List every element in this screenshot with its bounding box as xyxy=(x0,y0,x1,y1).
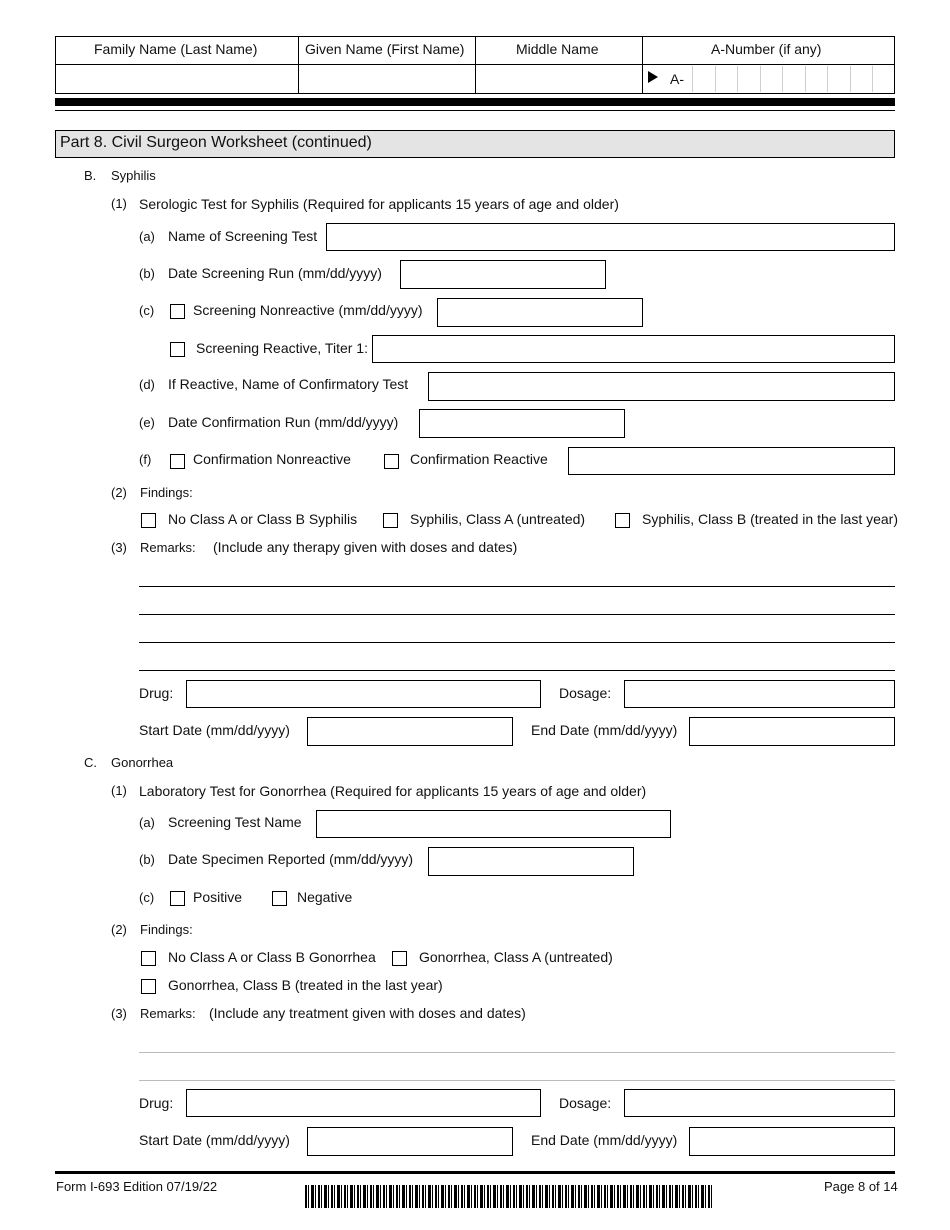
syphilis-class-b-label: Syphilis, Class B (treated in the last year) xyxy=(642,511,898,527)
screening-reactive-checkbox[interactable] xyxy=(170,342,185,357)
gonorrhea-class-b-label: Gonorrhea, Class B (treated in the last year) xyxy=(168,977,443,993)
syphilis-class-a-label: Syphilis, Class A (untreated) xyxy=(410,511,586,527)
gonorrhea-end-date-input[interactable] xyxy=(689,1127,895,1156)
syphilis-f-label: (f) xyxy=(139,452,152,467)
syphilis-start-date-input[interactable] xyxy=(307,717,513,746)
date-screening-run-input[interactable] xyxy=(400,260,606,289)
syphilis-a-label: (a) xyxy=(139,229,155,244)
syphilis-class-a-checkbox[interactable] xyxy=(383,513,398,528)
gonorrhea-q3-num: (3) xyxy=(111,1006,127,1021)
confirmation-nonreactive-checkbox[interactable] xyxy=(170,454,185,469)
syphilis-findings-label: Findings: xyxy=(140,485,193,500)
family-name-field[interactable] xyxy=(56,65,297,92)
gonorrhea-positive-label: Positive xyxy=(193,889,243,905)
a-number-cell xyxy=(782,66,783,92)
confirmation-reactive-label: Confirmation Reactive xyxy=(410,451,548,467)
a-number-cell xyxy=(805,66,806,92)
gonorrhea-screening-test-label: Screening Test Name xyxy=(168,814,302,830)
syphilis-class-b-checkbox[interactable] xyxy=(615,513,630,528)
gonorrhea-no-class-checkbox[interactable] xyxy=(141,951,156,966)
gonorrhea-letter: C. xyxy=(84,755,97,770)
gonorrhea-remarks-line[interactable] xyxy=(139,1052,895,1053)
syphilis-drug-label: Drug: xyxy=(139,685,174,701)
gonorrhea-end-date-label: End Date (mm/dd/yyyy) xyxy=(531,1132,678,1148)
a-number-cell xyxy=(737,66,738,92)
syphilis-q1-num: (1) xyxy=(111,196,127,211)
a-number-cell xyxy=(760,66,761,92)
gonorrhea-positive-checkbox[interactable] xyxy=(170,891,185,906)
gonorrhea-remarks-label: Remarks: xyxy=(140,1006,196,1021)
gonorrhea-a-label: (a) xyxy=(139,815,155,830)
gonorrhea-q1-num: (1) xyxy=(111,783,127,798)
gonorrhea-class-a-label: Gonorrhea, Class A (untreated) xyxy=(419,949,613,965)
a-number-cell xyxy=(850,66,851,92)
middle-name-field[interactable] xyxy=(476,65,641,92)
syphilis-letter: B. xyxy=(84,168,97,183)
confirmatory-test-label: If Reactive, Name of Confirmatory Test xyxy=(168,376,409,392)
syphilis-title: Syphilis xyxy=(111,168,156,183)
gonorrhea-remarks-line[interactable] xyxy=(139,1080,895,1081)
syphilis-end-date-label: End Date (mm/dd/yyyy) xyxy=(531,722,678,738)
gonorrhea-no-class-label: No Class A or Class B Gonorrhea xyxy=(168,949,376,965)
gonorrhea-findings-label: Findings: xyxy=(140,922,193,937)
a-number-cell xyxy=(692,66,693,92)
syphilis-remarks-hint: (Include any therapy given with doses and dates) xyxy=(213,539,518,555)
header-thin-rule xyxy=(55,110,895,111)
syphilis-dosage-input[interactable] xyxy=(624,680,895,708)
screening-reactive-titer-input[interactable] xyxy=(372,335,895,363)
a-number-header: A-Number (if any) xyxy=(711,41,822,57)
syphilis-c-label: (c) xyxy=(139,303,155,318)
gonorrhea-title: Gonorrhea xyxy=(111,755,174,770)
screening-test-name-input[interactable] xyxy=(326,223,895,251)
a-number-prefix: A- xyxy=(670,71,684,87)
syphilis-remarks-label: Remarks: xyxy=(140,540,196,555)
syphilis-e-label: (e) xyxy=(139,415,155,430)
screening-reactive-label: Screening Reactive, Titer 1: xyxy=(196,340,368,356)
syphilis-remarks-line[interactable] xyxy=(139,670,895,671)
family-name-header: Family Name (Last Name) xyxy=(94,41,258,57)
syphilis-end-date-input[interactable] xyxy=(689,717,895,746)
gonorrhea-q2-num: (2) xyxy=(111,922,127,937)
middle-name-header: Middle Name xyxy=(516,41,599,57)
confirmation-nonreactive-label: Confirmation Nonreactive xyxy=(193,451,351,467)
header-thick-rule xyxy=(55,98,895,106)
arrow-right-icon xyxy=(648,71,658,83)
gonorrhea-drug-input[interactable] xyxy=(186,1089,541,1117)
confirmation-reactive-checkbox[interactable] xyxy=(384,454,399,469)
given-name-header: Given Name (First Name) xyxy=(305,41,465,57)
syphilis-d-label: (d) xyxy=(139,377,155,392)
header-divider xyxy=(642,36,643,93)
a-number-field[interactable] xyxy=(694,65,894,92)
syphilis-q3-num: (3) xyxy=(111,540,127,555)
gonorrhea-b-label: (b) xyxy=(139,852,155,867)
gonorrhea-negative-label: Negative xyxy=(297,889,353,905)
syphilis-start-date-label: Start Date (mm/dd/yyyy) xyxy=(139,722,290,738)
gonorrhea-screening-test-input[interactable] xyxy=(316,810,671,838)
syphilis-q2-num: (2) xyxy=(111,485,127,500)
gonorrhea-start-date-input[interactable] xyxy=(307,1127,513,1156)
screening-nonreactive-date-input[interactable] xyxy=(437,298,643,327)
gonorrhea-drug-label: Drug: xyxy=(139,1095,174,1111)
given-name-field[interactable] xyxy=(299,65,474,92)
syphilis-b-label: (b) xyxy=(139,266,155,281)
form-edition: Form I-693 Edition 07/19/22 xyxy=(56,1179,218,1194)
date-screening-run-label: Date Screening Run (mm/dd/yyyy) xyxy=(168,265,382,281)
syphilis-no-class-checkbox[interactable] xyxy=(141,513,156,528)
barcode xyxy=(305,1185,713,1208)
date-confirmation-run-label: Date Confirmation Run (mm/dd/yyyy) xyxy=(168,414,399,430)
syphilis-dosage-label: Dosage: xyxy=(559,685,612,701)
gonorrhea-c-label: (c) xyxy=(139,890,155,905)
gonorrhea-dosage-input[interactable] xyxy=(624,1089,895,1117)
date-confirmation-run-input[interactable] xyxy=(419,409,625,438)
syphilis-no-class-label: No Class A or Class B Syphilis xyxy=(168,511,358,527)
page-number: Page 8 of 14 xyxy=(824,1179,898,1194)
syphilis-q1-text: Serologic Test for Syphilis (Required for applicants 15 years of age and older) xyxy=(139,196,619,212)
syphilis-remarks-line[interactable] xyxy=(139,614,895,615)
confirmatory-test-input[interactable] xyxy=(428,372,895,401)
screening-nonreactive-label: Screening Nonreactive (mm/dd/yyyy) xyxy=(193,302,423,318)
a-number-cell xyxy=(827,66,828,92)
syphilis-remarks-line[interactable] xyxy=(139,642,895,643)
confirmation-reactive-input[interactable] xyxy=(568,447,895,475)
screening-test-name-label: Name of Screening Test xyxy=(168,228,318,244)
syphilis-remarks-line[interactable] xyxy=(139,586,895,587)
date-specimen-reported-input[interactable] xyxy=(428,847,634,876)
footer-rule xyxy=(55,1171,895,1174)
gonorrhea-q1-text: Laboratory Test for Gonorrhea (Required for applicants 15 years of age and older) xyxy=(139,783,647,799)
screening-nonreactive-checkbox[interactable] xyxy=(170,304,185,319)
gonorrhea-start-date-label: Start Date (mm/dd/yyyy) xyxy=(139,1132,290,1148)
syphilis-drug-input[interactable] xyxy=(186,680,541,708)
a-number-cell xyxy=(872,66,873,92)
gonorrhea-dosage-label: Dosage: xyxy=(559,1095,612,1111)
gonorrhea-negative-checkbox[interactable] xyxy=(272,891,287,906)
gonorrhea-remarks-hint: (Include any treatment given with doses and dates) xyxy=(209,1005,526,1021)
date-specimen-reported-label: Date Specimen Reported (mm/dd/yyyy) xyxy=(168,851,414,867)
gonorrhea-class-a-checkbox[interactable] xyxy=(392,951,407,966)
a-number-cell xyxy=(715,66,716,92)
gonorrhea-class-b-checkbox[interactable] xyxy=(141,979,156,994)
section-title: Part 8. Civil Surgeon Worksheet (continued) xyxy=(60,134,372,151)
